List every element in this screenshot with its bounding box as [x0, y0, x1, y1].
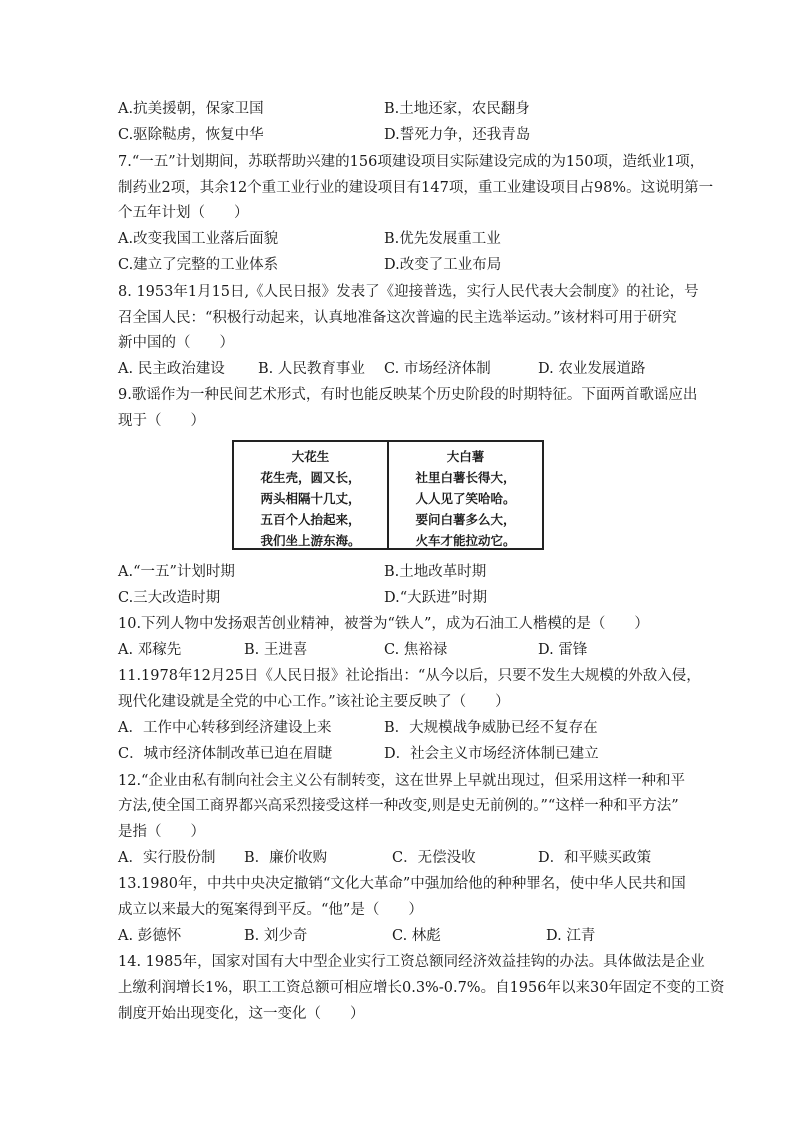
q12-stem-line-2: 方法,使全国工商界都兴高采烈接受这样一种改变,则是史无前例的。”“这样一种和平方法”	[118, 798, 679, 814]
q12-option-c: C．无偿没收	[392, 850, 476, 866]
q8-option-a: A. 民主政治建设	[118, 361, 225, 377]
q11-option-c: C．城市经济体制改革已迫在眉睫	[118, 746, 333, 762]
q9-option-b: B.土地改革时期	[384, 564, 487, 580]
poem-line: 要问白薯多么大，	[415, 512, 516, 527]
q9-stem-line-2: 现于（ ）	[118, 413, 205, 429]
q7-option-a: A.改变我国工业落后面貌	[118, 231, 279, 247]
q7-option-b: B.优先发展重工业	[384, 231, 501, 247]
q7-stem-line-2: 制药业2项，其余12个重工业行业的建设项目有147项，重工业建设项目占98%。这说明第一	[118, 180, 714, 196]
poem-peanut	[234, 442, 387, 548]
q13-option-d: D. 江青	[546, 928, 596, 944]
q10-option-c: C. 焦裕禄	[384, 642, 448, 658]
poem-line: 两头相隔十几丈，	[260, 491, 361, 506]
q6-option-a: A.抗美援朝，保家卫国	[118, 101, 264, 117]
q9-option-d: D.“大跃进”时期	[384, 590, 488, 606]
q13-option-b: B. 刘少奇	[244, 928, 308, 944]
q12-stem-line-1: 12.“企业由私有制向社会主义公有制转变，这在世界上早就出现过，但采用这样一种和平	[118, 773, 685, 789]
poem-line: 五百个人抬起来，	[260, 512, 361, 527]
q13-stem-line-2: 成立以来最大的冤案得到平反。“他”是（ ）	[118, 902, 423, 918]
q12-stem-line-3: 是指（ ）	[118, 824, 205, 840]
q12-option-a: A．实行股份制	[118, 850, 216, 866]
poem-line: 社里白薯长得大，	[415, 470, 516, 485]
q8-option-b: B. 人民教育事业	[258, 361, 365, 377]
q14-stem-line-2: 上缴利润增长1%，职工工资总额可相应增长0.3%-0.7%。自1956年以来30年固定不变的工资	[118, 980, 725, 996]
q7-stem-line-3: 个五年计划（ ）	[118, 205, 249, 221]
q13-option-a: A. 彭德怀	[118, 928, 182, 944]
q6-option-d: D.誓死力争，还我青岛	[384, 127, 531, 143]
q8-stem-line-1: 8. 1953年1月15日,《人民日报》发表了《迎接普选，实行人民代表大会制度》的社论，号	[118, 284, 699, 300]
q7-option-d: D.改变了工业布局	[384, 257, 502, 273]
q8-option-d: D. 农业发展道路	[538, 361, 646, 377]
q11-option-d: D．社会主义市场经济体制已建立	[384, 746, 599, 762]
q9-stem-line-1: 9.歌谣作为一种民间艺术形式，有时也能反映某个历史阶段的时期特征。下面两首歌谣应出	[118, 387, 698, 403]
q8-stem-line-3: 新中国的（ ）	[118, 335, 234, 351]
poem-line: 人人见了笑哈哈。	[415, 491, 516, 506]
q10-option-a: A. 邓稼先	[118, 642, 182, 658]
q11-option-a: A．工作中心转移到经济建设上来	[118, 720, 332, 736]
q14-stem-line-1: 14. 1985年，国家对国有大中型企业实行工资总额同经济效益挂钩的办法。具体做法是企业	[118, 954, 705, 970]
q7-stem-line-1: 7.“一五”计划期间，苏联帮助兴建的156项建设项目实际建设完成的为150项，造纸业1项，	[118, 154, 705, 170]
q13-stem-line-1: 13.1980年，中共中央决定撤销“文化大革命”中强加给他的种种罪名，使中华人民共和国	[118, 876, 686, 892]
poem-line: 火车才能拉动它。	[415, 533, 516, 548]
q6-option-b: B.土地还家，农民翻身	[384, 101, 530, 117]
q11-stem-line-2: 现代化建设就是全党的中心工作。”该社论主要反映了（ ）	[118, 694, 510, 710]
q14-stem-line-3: 制度开始出现变化，这一变化（ ）	[118, 1006, 365, 1022]
q10-option-b: B. 王进喜	[244, 642, 308, 658]
q12-option-d: D．和平赎买政策	[538, 850, 652, 866]
poem-line: 我们坐上游东海。	[260, 533, 361, 548]
q7-option-c: C.建立了完整的工业体系	[118, 257, 279, 273]
poem-line: 花生壳，圆又长，	[260, 470, 361, 485]
q12-option-b: B．廉价收购	[244, 850, 328, 866]
q9-option-c: C.三大改造时期	[118, 590, 221, 606]
q8-stem-line-2: 召全国人民：“积极行动起来，认真地准备这次普遍的民主选举运动。”该材料可用于研究	[118, 310, 677, 326]
q6-option-c: C.驱除鞑虏，恢复中华	[118, 127, 264, 143]
q10-stem-line-1: 10.下列人物中发扬艰苦创业精神，被誉为“铁人”，成为石油工人楷模的是（ ）	[118, 616, 649, 632]
q11-stem-line-1: 11.1978年12月25日《人民日报》社论指出：“从今以后，只要不发生大规模的外敌入侵，	[118, 668, 701, 684]
q9-option-a: A.“一五”计划时期	[118, 564, 235, 580]
q11-option-b: B．大规模战争威胁已经不复存在	[384, 720, 598, 736]
poem-sweet-potato	[387, 442, 542, 548]
poem-title: 大花生	[291, 449, 330, 464]
folk-song-table	[232, 440, 544, 550]
q10-option-d: D. 雷锋	[538, 642, 588, 658]
q13-option-c: C. 林彪	[392, 928, 441, 944]
q8-option-c: C. 市场经济体制	[384, 361, 491, 377]
poem-title: 大白薯	[446, 449, 485, 464]
